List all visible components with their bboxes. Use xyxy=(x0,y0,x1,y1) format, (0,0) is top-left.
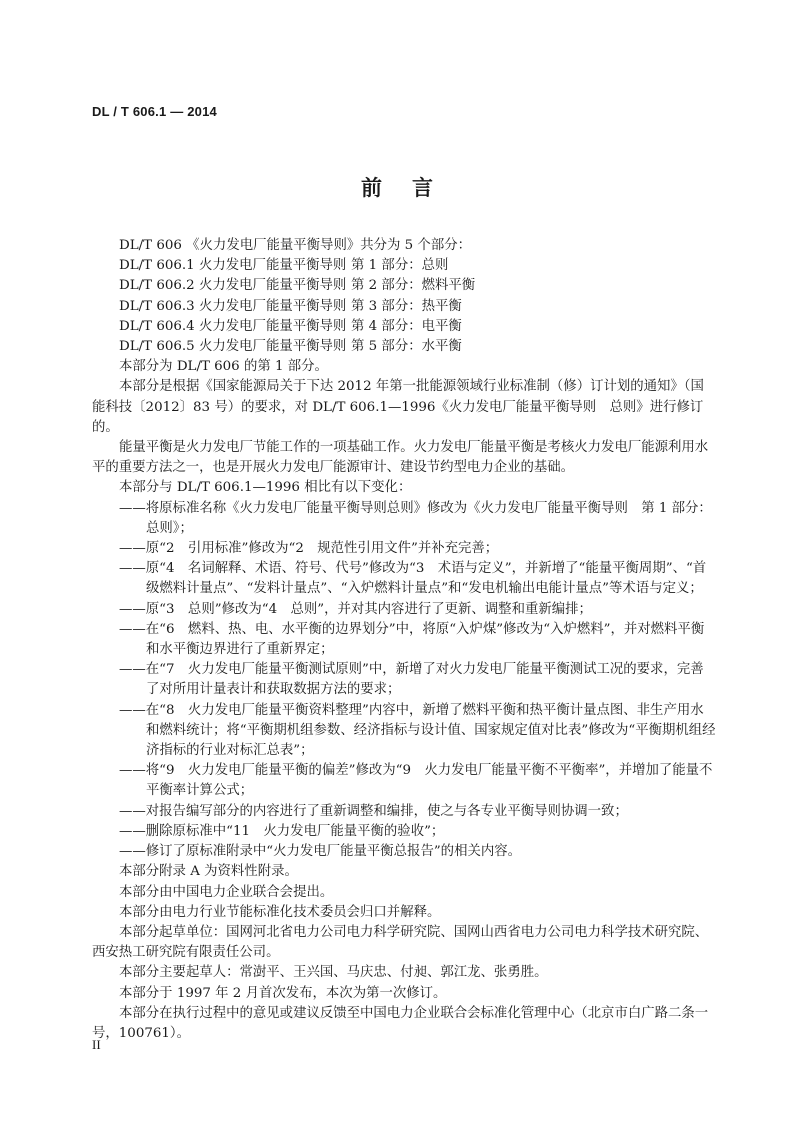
paragraph: 本部分附录 A 为资料性附录。 xyxy=(119,864,298,880)
paragraph: 本部分与 DL/T 606.1—1996 相比有以下变化： xyxy=(119,480,412,496)
part-line xyxy=(92,276,716,296)
change-item: ——修订了原标准附录中“火力发电厂能量平衡总报告”的相关内容。 xyxy=(119,844,522,860)
part-line xyxy=(92,337,716,357)
part-name: 第 3 部分：热平衡 xyxy=(351,298,462,314)
change-item: ——原“4 名词解释、术语、符号、代号”修改为“3 术语与定义”，并新增了“能量平衡周期”、“首级燃料计量点”、“发料计量点”、“入炉燃料计量点”和“发电机输出电能计量点”等术语与定义； xyxy=(119,561,707,597)
part-name: 第 5 部分：水平衡 xyxy=(351,339,462,355)
change-item: ——删除原标准中“11 火力发电厂能量平衡的验收”； xyxy=(119,823,445,839)
change-item: ——将原标准名称《火力发电厂能量平衡导则总则》修改为《火力发电厂能量平衡导则 第 1 部分：总则》； xyxy=(119,500,712,536)
part-code: DL/T 606.2 xyxy=(119,278,195,294)
change-item: ——原“2 引用标准”修改为“2 规范性引用文件”并补充完善； xyxy=(119,541,499,557)
paragraph: 能量平衡是火力发电厂节能工作的一项基础工作。火力发电厂能量平衡是考核火力发电厂能源利用水平的重要方法之一，也是开展火力发电厂能源审计、建设节约型电力企业的基础。 xyxy=(92,440,709,476)
paragraph: 本部分为 DL/T 606 的第 1 部分。 xyxy=(119,359,328,375)
change-item: ——将“9 火力发电厂能量平衡的偏差”修改为“9 火力发电厂能量平衡不平衡率”，并增加了能量不平衡率计算公式； xyxy=(119,763,713,799)
change-item: ——在“8 火力发电厂能量平衡资料整理”内容中，新增了燃料平衡和热平衡计量点图、非生产用水和燃料统计；将“平衡期机组参数、经济指标与设计值、国家规定值对比表”修改为“平衡期机组经济指标的行业对标汇总表”； xyxy=(119,702,716,759)
part-code: DL/T 606.5 xyxy=(119,339,195,355)
part-title: 火力发电厂能量平衡导则 xyxy=(199,339,347,355)
change-item: ——原“3 总则”修改为“4 总则”，并对其内容进行了更新、调整和重新编排； xyxy=(119,601,592,617)
parts-list xyxy=(92,256,716,357)
part-name: 第 4 部分：电平衡 xyxy=(351,318,462,334)
change-item: ——在“7 火力发电厂能量平衡测试原则”中，新增了对火力发电厂能量平衡测试工况的要求，完善了对所用计量表计和获取数据方法的要求； xyxy=(119,662,704,698)
part-title: 火力发电厂能量平衡导则 xyxy=(199,318,347,334)
page-title: 前言 xyxy=(361,175,463,200)
part-title: 火力发电厂能量平衡导则 xyxy=(199,298,347,314)
part-line xyxy=(92,297,716,317)
part-code: DL/T 606.3 xyxy=(119,298,195,314)
part-line xyxy=(92,317,716,337)
changes-list xyxy=(92,499,716,863)
part-code: DL/T 606.4 xyxy=(119,318,195,334)
paragraph: 本部分起草单位：国网河北省电力公司电力科学研究院、国网山西省电力公司电力科学技术研究院、西安热工研究院有限责任公司。 xyxy=(92,924,709,961)
part-title: 火力发电厂能量平衡导则 xyxy=(199,258,347,274)
page-number: II xyxy=(92,1037,101,1052)
paragraph: 本部分在执行过程中的意见或建议反馈至中国电力企业联合会标准化管理中心（北京市白广路二条一号，100761）。 xyxy=(92,1005,709,1041)
part-line xyxy=(92,256,716,276)
part-title: 火力发电厂能量平衡导则 xyxy=(199,278,347,294)
paragraph: 本部分主要起草人：常澍平、王兴国、马庆忠、付昶、郭江龙、张勇胜。 xyxy=(119,965,548,981)
paragraph: 本部分于 1997 年 2 月首次发布，本次为第一次修订。 xyxy=(119,985,447,1001)
change-item: ——对报告编写部分的内容进行了重新调整和编排，使之与各专业平衡导则协调一致； xyxy=(119,803,628,819)
standard-code-header: DL / T 606.1 — 2014 xyxy=(92,104,217,119)
change-item: ——在“6 燃料、热、电、水平衡的边界划分”中，将原“入炉煤”修改为“入炉燃料”，并对燃料平衡和水平衡边界进行了重新界定； xyxy=(119,621,705,658)
paragraph: 本部分是根据《国家能源局关于下达 2012 年第一批能源领域行业标准制（修）订计划的通知》（国能科技〔2012〕83 号）的要求，对 DL/T 606.1—1996《火力发电厂能量平衡导则 总则》进行修订的。 xyxy=(92,379,704,435)
part-name: 第 1 部分：总则 xyxy=(351,258,449,274)
paragraph: 本部分由中国电力企业联合会提出。 xyxy=(119,884,334,900)
paragraph: 本部分由电力行业节能标准化技术委员会归口并解释。 xyxy=(119,904,441,920)
intro-paragraph: DL/T 606 《火力发电厂能量平衡导则》共分为 5 个部分： xyxy=(119,238,471,253)
foreword-body xyxy=(92,236,716,1044)
part-name: 第 2 部分：燃料平衡 xyxy=(351,278,476,294)
part-code: DL/T 606.1 xyxy=(119,258,195,274)
